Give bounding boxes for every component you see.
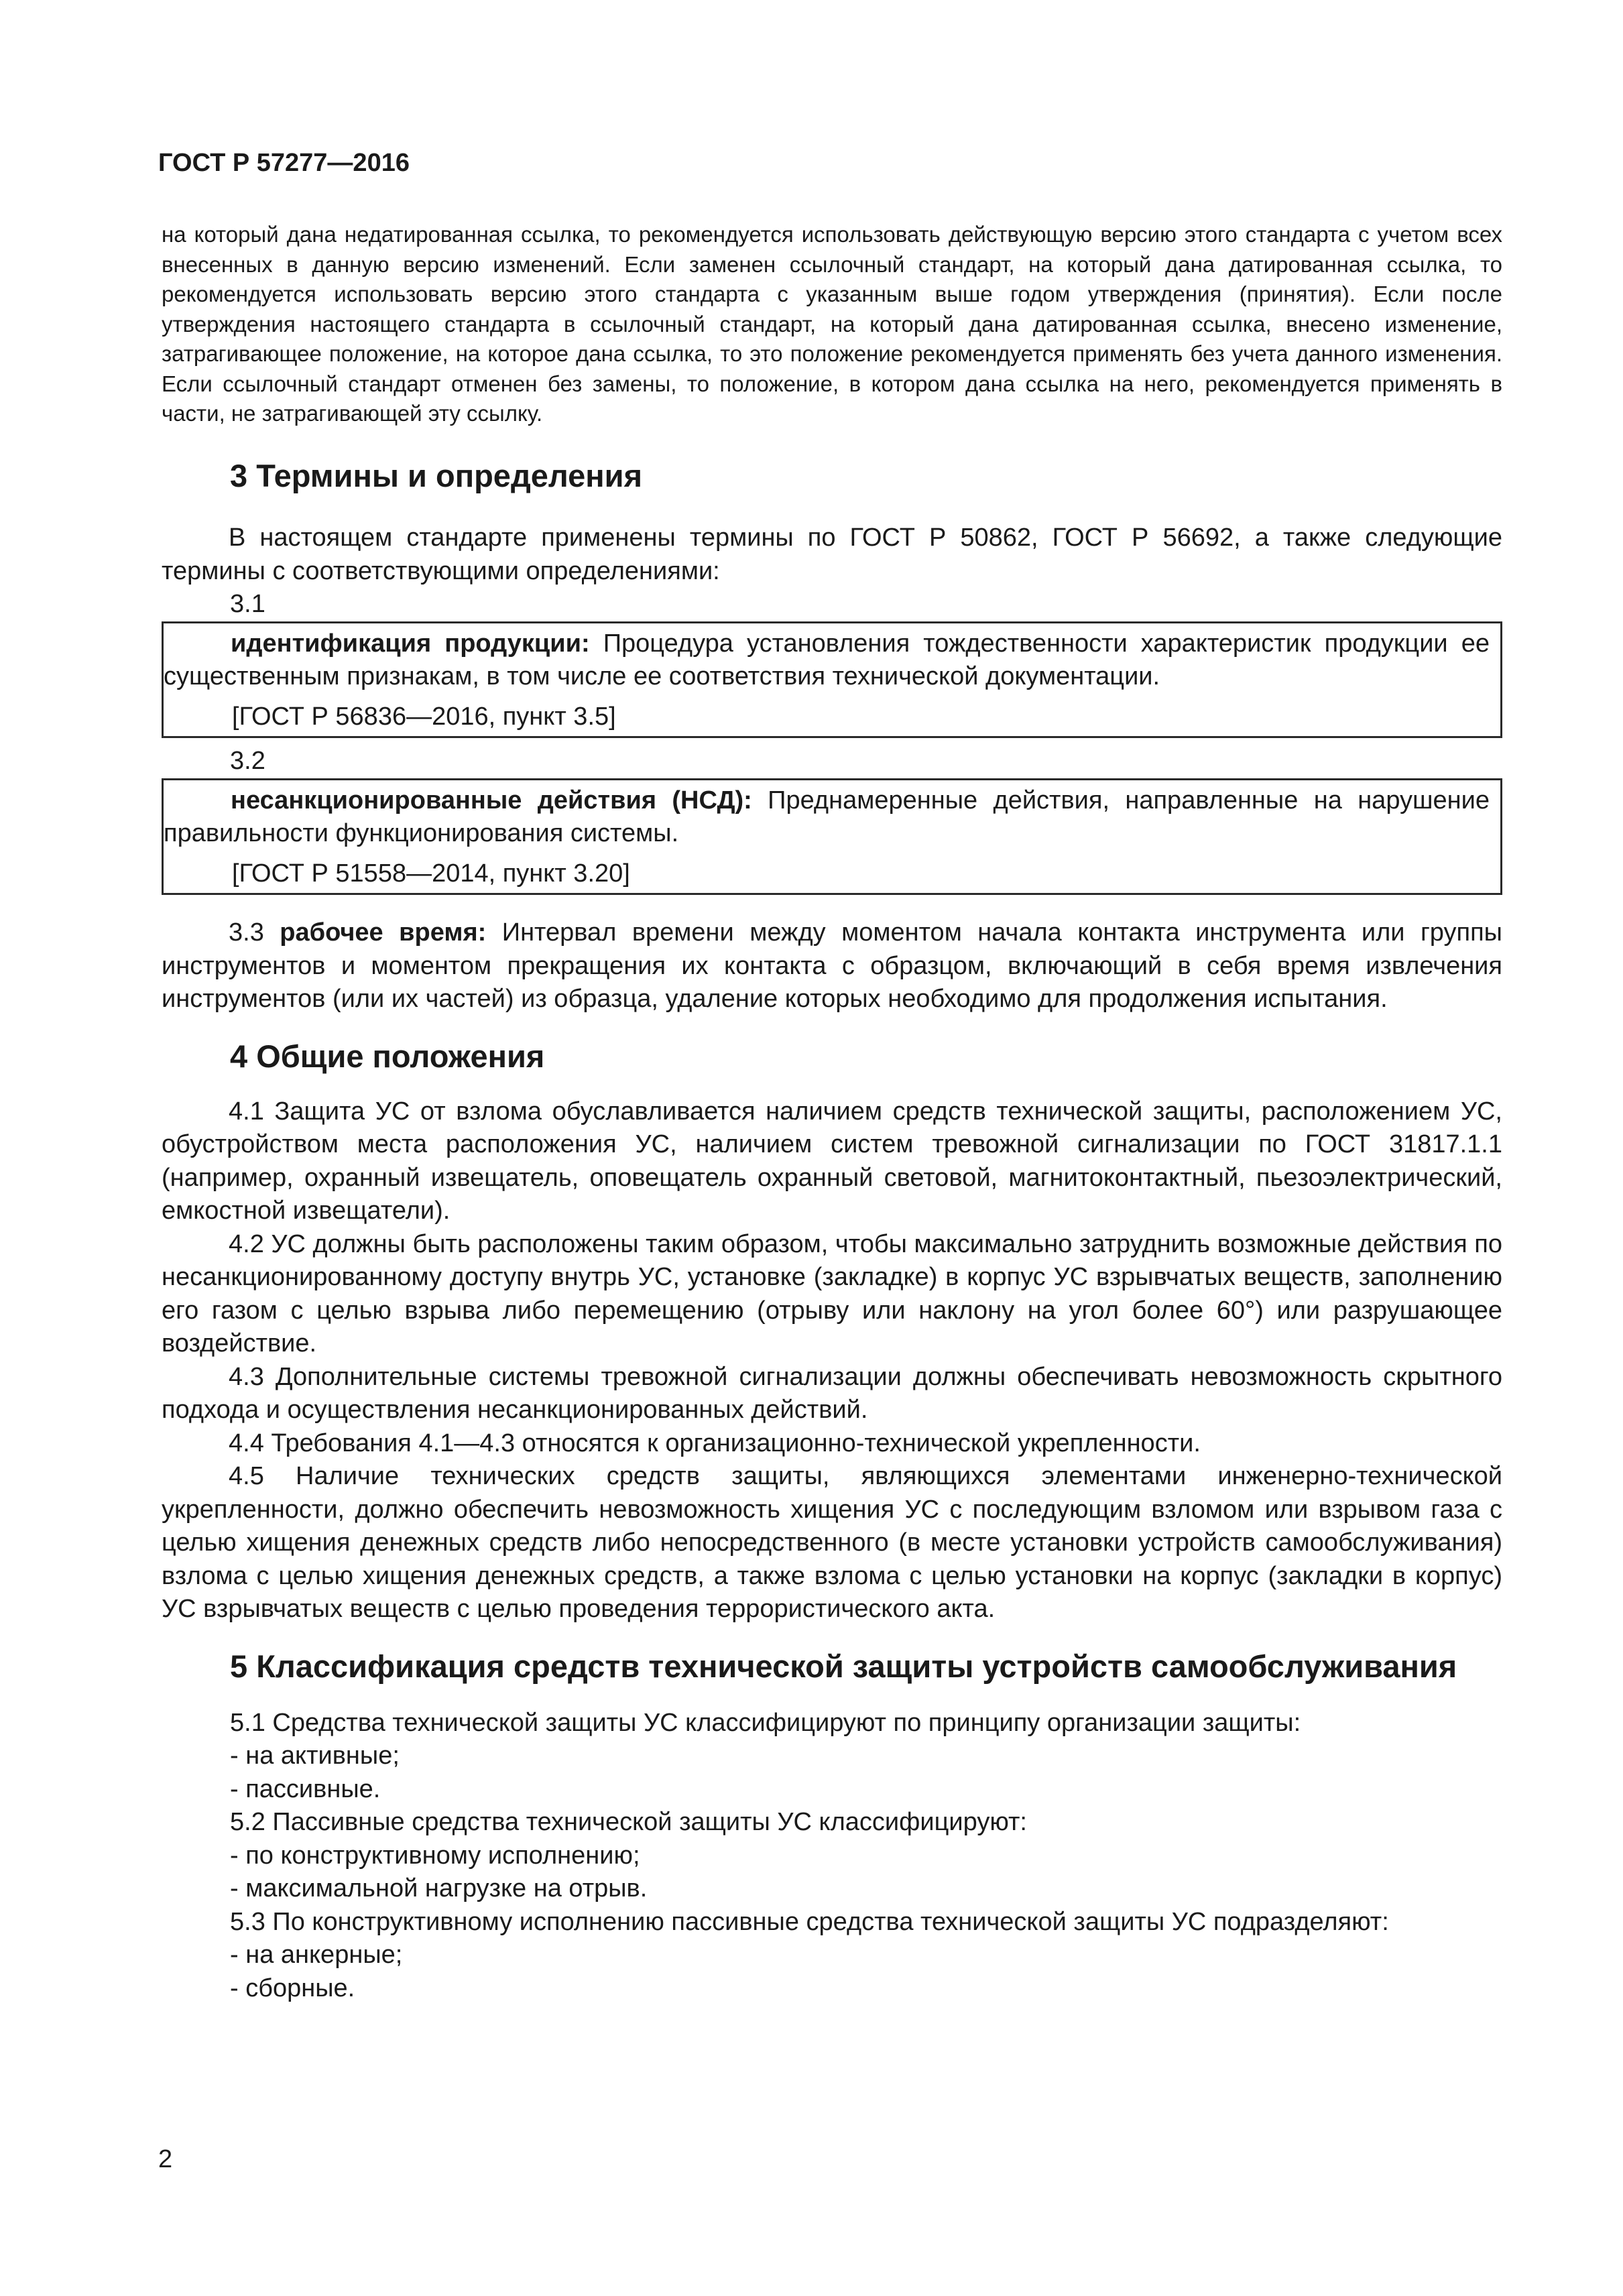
term-3-1-number: 3.1 [230,590,265,618]
term-3-2-text [164,784,1490,851]
term-3-3-text [162,916,1502,1016]
intro-paragraph: на который дана недатированная ссылка, то рекомендуется использовать действующую версию этого стандарта с учетом всех внесенных в данную версию изменений. Если заменен ссылочный стандарт, на который дана датированная ссылка, то рекомендуется использовать версию этого стандарта с указанным выше годом утверждения (принятия). Если после утверждения настоящего стандарта в ссылочный стандарт, на который дана датированная ссылка, внесено изменение, затрагивающее положение, на которое дана ссылка, то это положение рекомендуется применять без учета данного изменения. Если ссылочный стандарт отменен без замены, то положение, в котором дана ссылка на него, рекомендуется применять в части, не затрагивающей эту ссылку. [162,222,1502,426]
intro-paragraph-block [162,220,1502,429]
list-item: - на анкерные; [230,1941,403,1969]
section-5-body [162,1707,1502,2006]
term-3-1-box [162,621,1502,739]
list-item: - пассивные. [230,1774,381,1803]
list-item: - по конструктивному исполнению; [230,1841,640,1870]
term-3-2-term: несанкционированные действия (НСД): [231,786,752,814]
clause-4-3: 4.3 Дополнительные системы тревожной сигнализации должны обеспечивать невозможность скрытного подхода и осуществления несанкционированных действий. [162,1362,1502,1424]
term-3-2-number: 3.2 [230,747,265,775]
term-3-2-box [162,778,1502,896]
document-code-header: ГОСТ Р 57277—2016 [158,149,410,177]
term-3-1-text [164,627,1490,694]
term-3-2-definition: Преднамеренные действия, направленные на нарушение правильности функционирования системы. [164,786,1490,847]
section-4-body [162,1095,1502,1626]
term-3-1-definition: Процедура установления тождественности характеристик продукции ее существенным признакам, в том числе ее соответствия технической документации. [164,629,1490,690]
clause-4-2: 4.2 УС должны быть расположены таким образом, чтобы максимально затруднить возможные действия по несанкционированному доступу внутрь УС, установке (закладке) в корпус УС взрывчатых веществ, заполнению его газом с целью взрыва либо перемещению (отрыву или наклону на угол более 60°) или разрушающее воздействие. [162,1229,1502,1357]
clause-4-1: 4.1 Защита УС от взлома обуславливается наличием средств технической защиты, расположением УС, обустройством места расположения УС, наличием систем тревожной сигнализации по ГОСТ 31817.1.1 (например, охранный извещатель, оповещатель охранный световой, магнитоконтактный, пьезоэлектрический, емкостной извещатели). [162,1097,1502,1225]
section-3-intro: В настоящем стандарте применены термины по ГОСТ Р 50862, ГОСТ Р 56692, а также следующие термины с соответствующими определениями: [162,524,1502,585]
clause-5-1: 5.1 Средства технической защиты УС классифицируют по принципу организации защиты: [230,1708,1301,1737]
clause-5-3: 5.3 По конструктивному исполнению пассивные средства технической защиты УС подразделяют: [230,1907,1389,1936]
section-3-body [162,522,1502,1016]
main-content [162,456,1502,2005]
section-5-title: 5 Классификация средств технической защиты устройств самообслуживания [230,1648,1457,1684]
clause-4-4: 4.4 Требования 4.1—4.3 относятся к организационно-технической укрепленности. [229,1429,1201,1457]
clause-5-2: 5.2 Пассивные средства технической защиты УС классифицируют: [230,1808,1027,1836]
term-3-3-definition: Интервал времени между моментом начала контакта инструмента или группы инструментов и моментом прекращения их контакта с образцом, включающий в себя время извлечения инструментов (или их частей) из образца, удаление которых необходимо для продолжения испытания. [162,918,1502,1013]
page-number: 2 [158,2145,173,2173]
list-item: - максимальной нагрузке на отрыв. [230,1874,648,1902]
term-3-3-number: 3.3 [229,918,280,947]
list-item: - на активные; [230,1742,400,1770]
list-item: - сборные. [230,1974,355,2002]
section-3-title: 3 Термины и определения [230,458,642,493]
term-3-3-term: рабочее время: [280,918,487,947]
clause-4-5: 4.5 Наличие технических средств защиты, являющихся элементами инженерно-технической укрепленности, должно обеспечить невозможность хищения УС с последующим взломом или взрывом газа с целью хищения денежных средств либо непосредственного (в месте установки устройств самообслуживания) взлома с целью хищения денежных средств, а также взлома с целью установки на корпус (закладки в корпус) УС взрывчатых веществ с целью проведения террористического акта. [162,1462,1502,1623]
term-3-1-source: [ГОСТ Р 56836—2016, пункт 3.5] [232,702,616,731]
section-4-title: 4 Общие положения [230,1038,545,1074]
term-3-1-term: идентификация продукции: [231,629,590,658]
term-3-2-source: [ГОСТ Р 51558—2014, пункт 3.20] [232,859,630,888]
